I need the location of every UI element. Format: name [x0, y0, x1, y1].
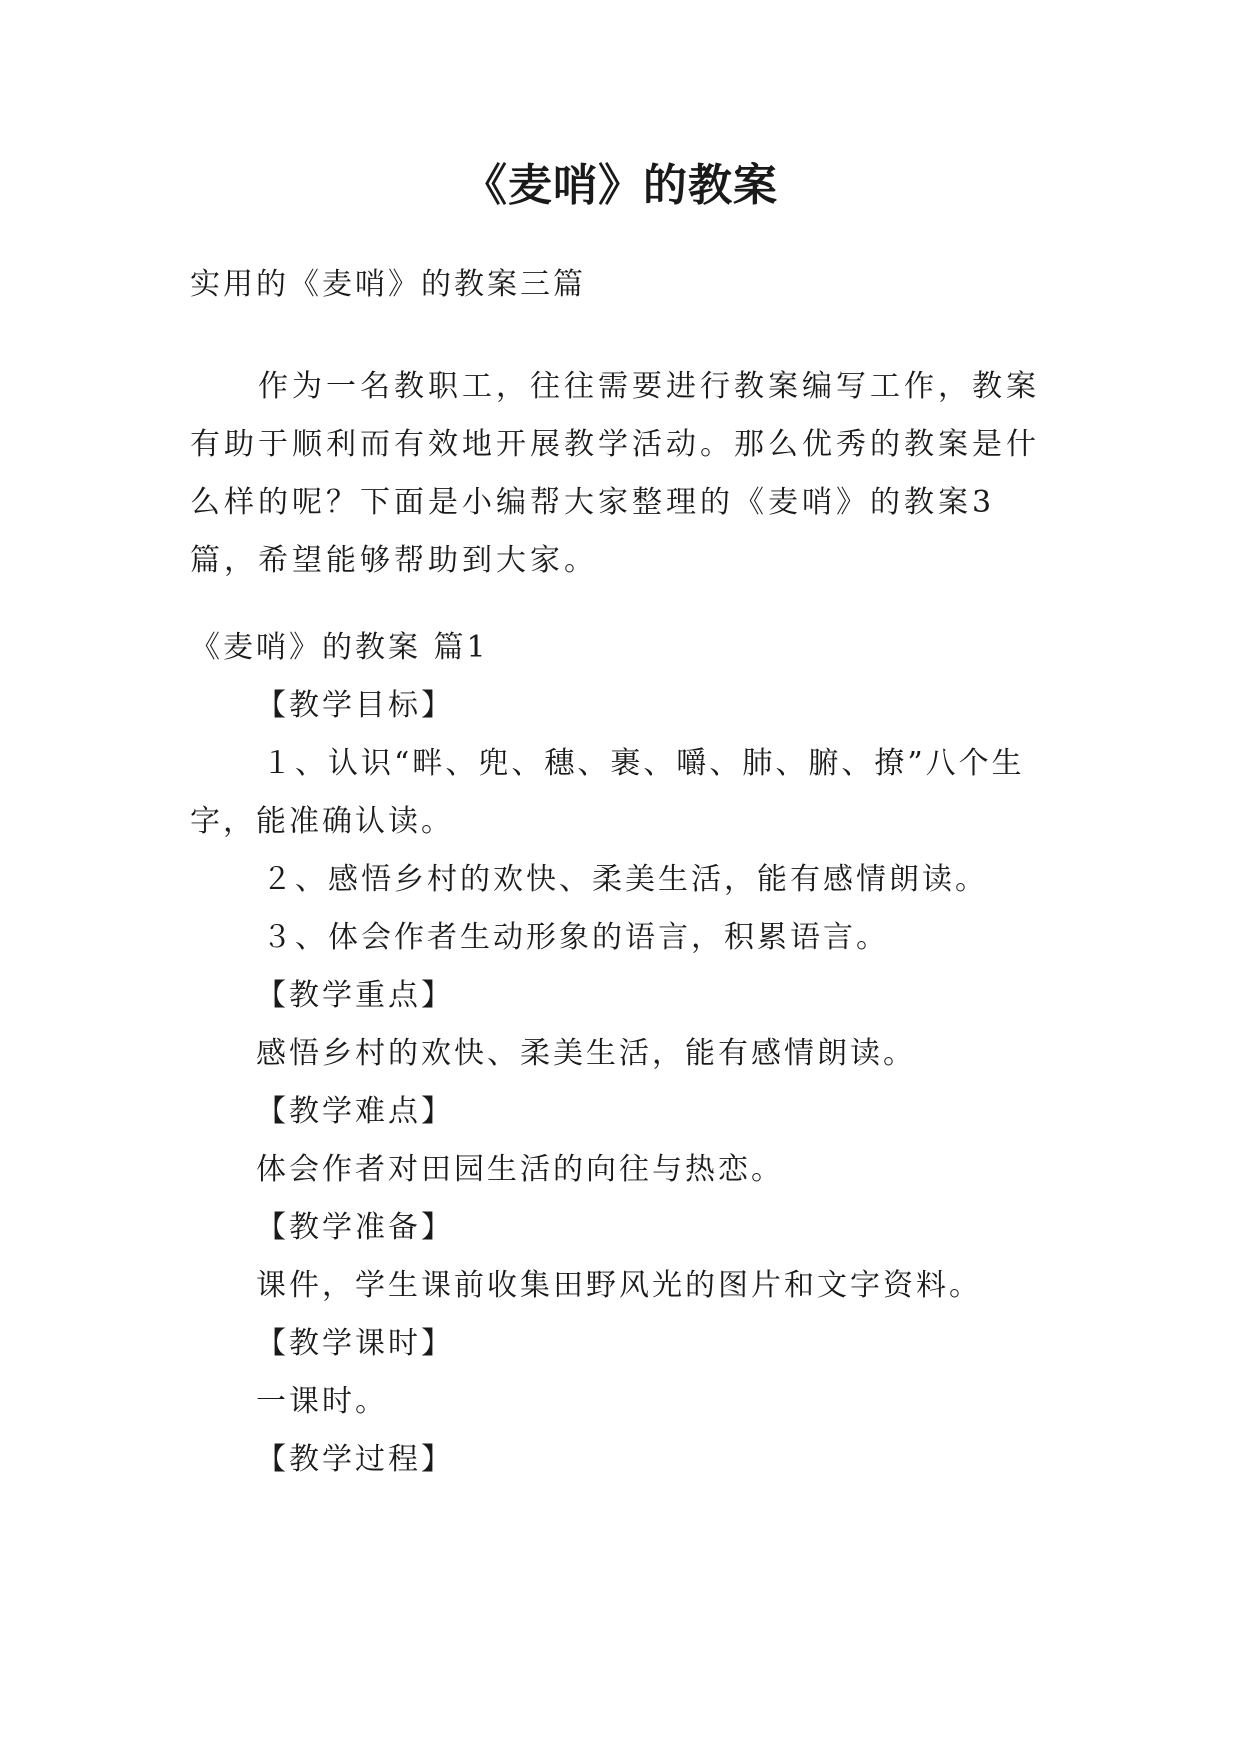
key-points-header: 【教学重点】 [256, 978, 454, 1013]
goal-1-line-1: １、认识“畔、兜、穗、裹、嚼、肺、腑、撩”八个生 [262, 746, 1025, 781]
process-header: 【教学过程】 [256, 1442, 454, 1477]
goal-1-line-2: 字，能准确认读。 [190, 804, 454, 839]
section-heading: 《麦哨》的教案 篇1 [190, 630, 489, 665]
document-subtitle: 实用的《麦哨》的教案三篇 [190, 267, 586, 302]
intro-paragraph: 作为一名教职工，往往需要进行教案编写工作，教案有助于顺利而有效地开展教学活动。那么优秀的教案是什么样的呢？下面是小编帮大家整理的《麦哨》的教案3篇，希望能够帮助到大家。 [190, 369, 1040, 578]
preparation-text: 课件，学生课前收集田野风光的图片和文字资料。 [256, 1268, 982, 1303]
difficulty-text: 体会作者对田园生活的向往与热恋。 [256, 1152, 784, 1187]
preparation-header: 【教学准备】 [256, 1210, 454, 1245]
class-hours-header: 【教学课时】 [256, 1326, 454, 1361]
goals-header: 【教学目标】 [256, 688, 454, 723]
document-title: 《麦哨》的教案 [463, 160, 778, 211]
key-points-text: 感悟乡村的欢快、柔美生活，能有感情朗读。 [256, 1036, 916, 1071]
goal-3: ３、体会作者生动形象的语言，积累语言。 [262, 920, 889, 955]
goal-2: ２、感悟乡村的欢快、柔美生活，能有感情朗读。 [262, 862, 988, 897]
difficulty-header: 【教学难点】 [256, 1094, 454, 1129]
class-hours-text: 一课时。 [256, 1384, 388, 1419]
